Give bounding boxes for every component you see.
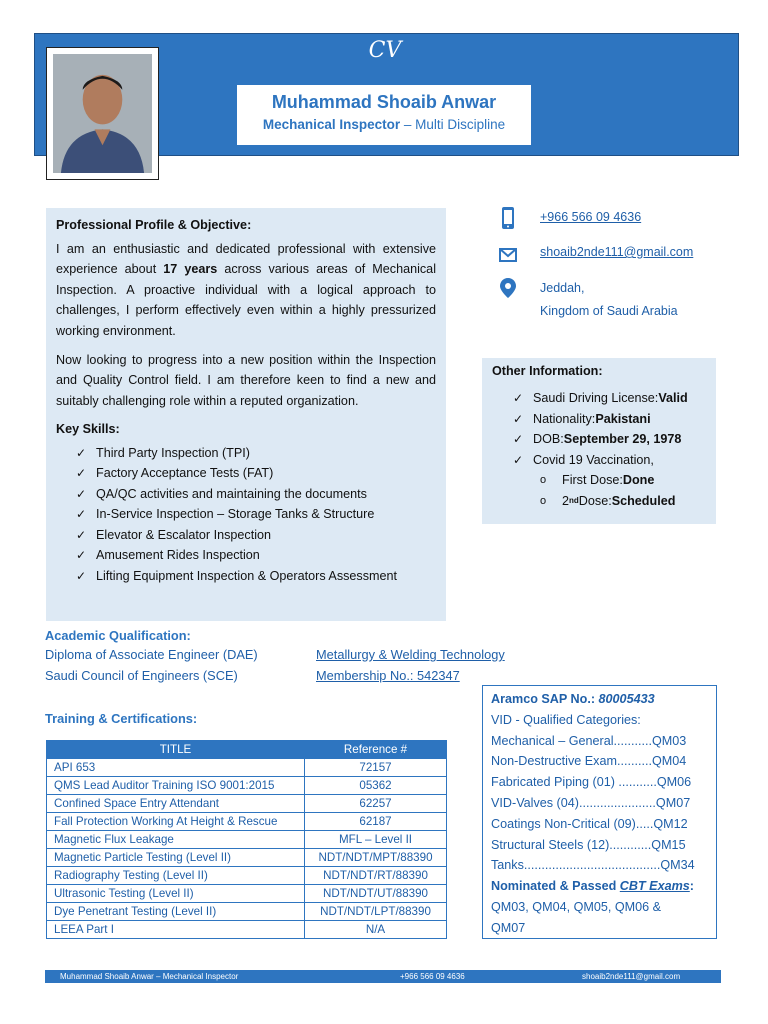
table-row [47,849,447,867]
aramco-section [482,685,717,939]
skill-label: In-Service Inspection – Storage Tanks & Structure [96,507,375,522]
location-country: Kingdom of Saudi Arabia [540,304,678,318]
skill-label: Factory Acceptance Tests (FAT) [96,466,274,481]
candidate-name: Muhammad Shoaib Anwar [271,92,497,112]
profile-heading: Professional Profile & Objective: [56,218,252,232]
skill-item [76,545,436,566]
skill-item [76,504,436,525]
vid-category: Structural Steels (12)............QM15 [491,837,686,852]
cbt-label: Nominated & Passed [491,879,620,894]
aramco-sap-line [491,692,708,713]
name-box [237,85,531,145]
phone-link[interactable]: +966 566 09 4636 [540,210,642,224]
skill-item [76,525,436,546]
profile-p1-years: 17 years [163,262,218,277]
nationality-label: Nationality: [533,411,596,426]
profile-paragraph-2: Now looking to progress into a new position within the Inspection and Quality Control field. I am therefore keen to find a new and suitably challenging role within a reputed organization. [56,352,436,408]
other-list [492,388,706,470]
vid-category: Mechanical – General...........QM03 [491,733,687,748]
cert-title: Ultrasonic Testing (Level II) [47,885,305,903]
other-item [513,429,706,450]
checkmark-icon: ✓ [76,527,87,542]
footer-name: Muhammad Shoaib Anwar – Mechanical Inspector [60,972,239,981]
table-row [47,921,447,939]
profile-paragraph-1 [56,239,436,342]
table-header-row [47,741,447,759]
other-item [513,409,706,430]
footer-bar [45,970,721,983]
footer-phone: +966 566 09 4636 [400,972,465,981]
profile-photo-frame [46,47,159,180]
academic-row [45,647,545,668]
skill-item [76,484,436,505]
dob-value: September 29, 1978 [563,432,682,447]
other-item [513,388,706,409]
cert-title: Radiography Testing (Level II) [47,867,305,885]
bullet-circle-icon: o [540,494,547,507]
cert-reference: 62257 [305,795,447,813]
other-heading: Other Information: [492,364,603,378]
cert-reference: NDT/NDT/UT/88390 [305,885,447,903]
table-row [47,903,447,921]
academic-detail: Membership No.: 542347 [316,668,460,683]
footer-email: shoaib2nde111@gmail.com [582,972,681,981]
profile-p1-text-a: I am an enthusiastic and dedicated professional with extensive experience about [56,241,436,277]
table-row [47,759,447,777]
checkmark-icon: ✓ [513,452,524,467]
cert-reference: 72157 [305,759,447,777]
table-row [47,885,447,903]
license-value: Valid [658,391,688,406]
skill-label: Amusement Rides Inspection [96,548,260,563]
vaccination-item [540,491,706,512]
checkmark-icon: ✓ [76,507,87,522]
checkmark-icon: ✓ [513,411,524,426]
cert-reference: NDT/NDT/MPT/88390 [305,849,447,867]
checkmark-icon: ✓ [513,391,524,406]
role-main: Mechanical Inspector [262,117,401,132]
academic-qualification: Saudi Council of Engineers (SCE) [45,668,238,683]
table-row [47,867,447,885]
cert-title: Fall Protection Working At Height & Rescue [47,813,305,831]
table-row [47,813,447,831]
dose2-label: Dose: [578,493,612,508]
academic-heading: Academic Qualification: [45,628,191,643]
profile-photo [53,54,152,173]
cert-title: API 653 [47,759,305,777]
bullet-circle-icon: o [540,474,547,487]
checkmark-icon: ✓ [76,486,87,501]
skill-label: Third Party Inspection (TPI) [96,445,250,460]
cert-title: QMS Lead Auditor Training ISO 9001:2015 [47,777,305,795]
vid-category: VID-Valves (04)......................QM07 [491,795,691,810]
cbt-exams-link[interactable]: CBT Exams [619,879,690,894]
checkmark-icon: ✓ [76,568,87,583]
skill-label: Lifting Equipment Inspection & Operators Assessment [96,568,398,583]
dob-label: DOB: [533,432,564,447]
email-link[interactable]: shoaib2nde111@gmail.com [540,245,694,259]
vaccination-list [492,470,706,511]
cert-title: Confined Space Entry Attendant [47,795,305,813]
cert-reference: MFL – Level II [305,831,447,849]
vaccination-item [540,470,706,491]
academic-qualification: Diploma of Associate Engineer (DAE) [45,647,258,662]
cert-title: Magnetic Flux Leakage [47,831,305,849]
profile-section [46,208,446,621]
table-row [47,831,447,849]
vid-category: Non-Destructive Exam..........QM04 [491,754,687,769]
location-pin-icon [497,277,519,299]
skill-label: Elevator & Escalator Inspection [96,527,272,542]
checkmark-icon: ✓ [76,466,87,481]
cert-title: LEEA Part I [47,921,305,939]
candidate-role [237,117,531,132]
vid-category: Coatings Non-Critical (09).....QM12 [491,816,688,831]
certifications-table [46,740,447,939]
cv-label: CV [368,38,402,63]
cert-title: Dye Penetrant Testing (Level II) [47,903,305,921]
skills-list [56,443,436,587]
column-title: TITLE [47,741,305,759]
dose1-label: First Dose: [562,473,623,488]
envelope-icon [497,244,519,266]
cbt-codes-line: QM07 [491,920,526,935]
sap-label: Aramco SAP No.: [491,692,599,706]
nationality-value: Pakistani [595,411,651,426]
skill-item [76,566,436,587]
academic-section [45,628,545,689]
training-heading: Training & Certifications: [45,711,198,726]
other-information-section [482,358,716,524]
cbt-colon: : [689,879,694,894]
dose2-suffix: nd [569,496,579,506]
skill-item [76,443,436,464]
dose2-number: 2 [562,493,570,508]
sap-number: 80005433 [598,692,655,706]
table-row [47,795,447,813]
academic-detail: Metallurgy & Welding Technology [316,647,505,662]
license-label: Saudi Driving License: [533,391,659,406]
cert-reference: 62187 [305,813,447,831]
skill-item [76,463,436,484]
mobile-phone-icon [497,207,519,229]
dose2-value: Scheduled [611,493,676,508]
location-city: Jeddah, [540,281,585,295]
skill-label: QA/QC activities and maintaining the documents [96,486,367,501]
skills-heading: Key Skills: [56,422,120,437]
checkmark-icon: ✓ [76,548,87,563]
vid-category: Fabricated Piping (01) ...........QM06 [491,775,692,790]
cert-reference: NDT/NDT/RT/88390 [305,867,447,885]
profile-p1-text-b: across various areas of Mechanical Inspection. A proactive individual with a logical approach to challenges, I perform effectively even within a highly pressurized working environment. [56,262,436,338]
checkmark-icon: ✓ [513,432,524,447]
cert-title: Magnetic Particle Testing (Level II) [47,849,305,867]
cbt-heading [491,879,708,900]
cert-reference: N/A [305,921,447,939]
other-item [513,450,706,471]
cert-reference: 05362 [305,777,447,795]
vid-heading: VID - Qualified Categories: [491,712,641,727]
cbt-codes-line: QM03, QM04, QM05, QM06 & [491,899,662,914]
academic-row [45,668,545,689]
column-reference: Reference # [305,741,447,759]
covid-label: Covid 19 Vaccination, [533,452,654,467]
table-row [47,777,447,795]
cert-reference: NDT/NDT/LPT/88390 [305,903,447,921]
vid-category: Tanks.......................................QM34 [491,858,695,873]
dose1-value: Done [622,473,655,488]
role-rest: – Multi Discipline [400,117,506,132]
checkmark-icon: ✓ [76,445,87,460]
